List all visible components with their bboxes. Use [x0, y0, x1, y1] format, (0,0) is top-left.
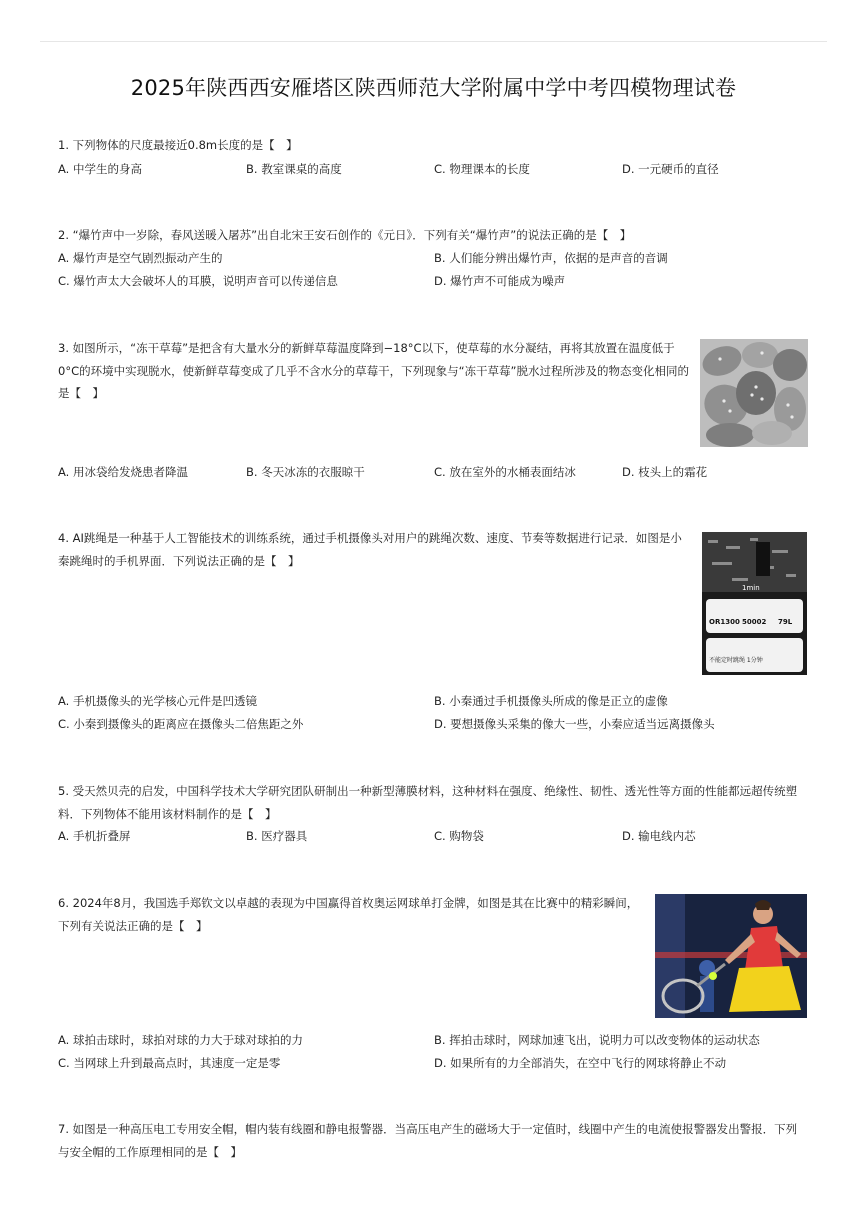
q6-option-a: A. 球拍击球时，球拍对球的力大于球对球拍的力 [58, 1033, 303, 1047]
tennis-player-photo [655, 894, 807, 1018]
question-3-stem: 3. 如图所示，“冻干草莓”是把含有大量水分的新鲜草莓温度降到−18°C以下，使草莓的水分凝结，再将其放置在温度低于0°C的环境中实现脱水，使新鲜草莓变成了几乎不含水分的草莓干，下列现象与“冻干草莓”脱水过程所涉及的物态变化相同的是【 】 [58, 341, 690, 400]
question-2-stem: 2. “爆竹声中一岁除，春风送暖入屠苏”出自北宋王安石创作的《元日》．下列有关“爆竹声”的说法正确的是【 】 [58, 228, 632, 242]
q6-option-d: D. 如果所有的力全部消失，在空中飞行的网球将静止不动 [434, 1056, 727, 1070]
q2-option-d: D. 爆竹声不可能成为噪声 [434, 274, 566, 288]
q4-option-d: D. 要想摄像头采集的像大一些，小秦应适当远离摄像头 [434, 717, 715, 731]
phone-stat-2: 50002 [742, 618, 767, 626]
q4-option-c: C. 小秦到摄像头的距离应在摄像头二倍焦距之外 [58, 717, 304, 731]
q2-option-c: C. 爆竹声太大会破坏人的耳膜，说明声音可以传递信息 [58, 274, 338, 288]
q3-option-b: B. 冬天冰冻的衣服晾干 [246, 465, 365, 479]
q5-option-d: D. 输电线内芯 [622, 829, 696, 843]
phone-footer-text: 不能定时跳绳 1分钟 [709, 657, 763, 664]
phone-top-label: 1min [742, 584, 760, 592]
q4-option-a: A. 手机摄像头的光学核心元件是凹透镜 [58, 694, 257, 708]
freeze-dried-strawberry-image [700, 339, 808, 447]
q1-option-b: B. 教室课桌的高度 [246, 162, 342, 176]
phone-screen-illustration [702, 532, 807, 675]
q3-option-d: D. 枝头上的霜花 [622, 465, 708, 479]
phone-stat-3: 79L [778, 618, 793, 626]
question-5-stem: 5. 受天然贝壳的启发，中国科学技术大学研究团队研制出一种新型薄膜材料，这种材料在强度、绝缘性、韧性、透光性等方面的性能都远超传统塑料．下列物体不能用该材料制作的是【 】 [58, 784, 798, 821]
q6-option-b: B. 挥拍击球时，网球加速飞出，说明力可以改变物体的运动状态 [434, 1033, 760, 1047]
q5-option-b: B. 医疗器具 [246, 829, 308, 843]
question-1-stem: 1. 下列物体的尺度最接近0.8m长度的是【 】 [58, 138, 298, 152]
q1-option-a: A. 中学生的身高 [58, 162, 142, 176]
q4-option-b: B. 小秦通过手机摄像头所成的像是正立的虚像 [434, 694, 668, 708]
q1-option-d: D. 一元硬币的直径 [622, 162, 719, 176]
question-7-stem: 7. 如图是一种高压电工专用安全帽，帽内装有线圈和静电报警器．当高压电产生的磁场大于一定值时，线圈中产生的电流使报警器发出警报．下列与安全帽的工作原理相同的是【 】 [58, 1122, 798, 1159]
top-divider [40, 41, 827, 42]
tennis-illustration [655, 894, 807, 1018]
question-6-stem: 6. 2024年8月，我国选手郑钦文以卓越的表现为中国赢得首枚奥运网球单打金牌，如图是其在比赛中的精彩瞬间，下列有关说法正确的是【 】 [58, 896, 639, 933]
page-title: 2025年陕西西安雁塔区陕西师范大学附属中学中考四模物理试卷 [130, 76, 737, 100]
question-4-stem: 4. AI跳绳是一种基于人工智能技术的训练系统，通过手机摄像头对用户的跳绳次数、速度、节奏等数据进行记录．如图是小秦跳绳时的手机界面．下列说法正确的是【 】 [58, 531, 682, 568]
q5-option-a: A. 手机折叠屏 [58, 829, 131, 843]
q3-option-a: A. 用冰袋给发烧患者降温 [58, 465, 188, 479]
phone-stat-1: OR1300 [709, 618, 740, 626]
q1-option-c: C. 物理课本的长度 [434, 162, 530, 176]
q3-option-c: C. 放在室外的水桶表面结冰 [434, 465, 576, 479]
q5-option-c: C. 购物袋 [434, 829, 484, 843]
strawberry-illustration [700, 339, 808, 447]
q2-option-a: A. 爆竹声是空气剧烈振动产生的 [58, 251, 223, 265]
q6-option-c: C. 当网球上升到最高点时，其速度一定是零 [58, 1056, 281, 1070]
q2-option-b: B. 人们能分辨出爆竹声，依据的是声音的音调 [434, 251, 668, 265]
jump-rope-phone-screenshot [702, 532, 807, 675]
